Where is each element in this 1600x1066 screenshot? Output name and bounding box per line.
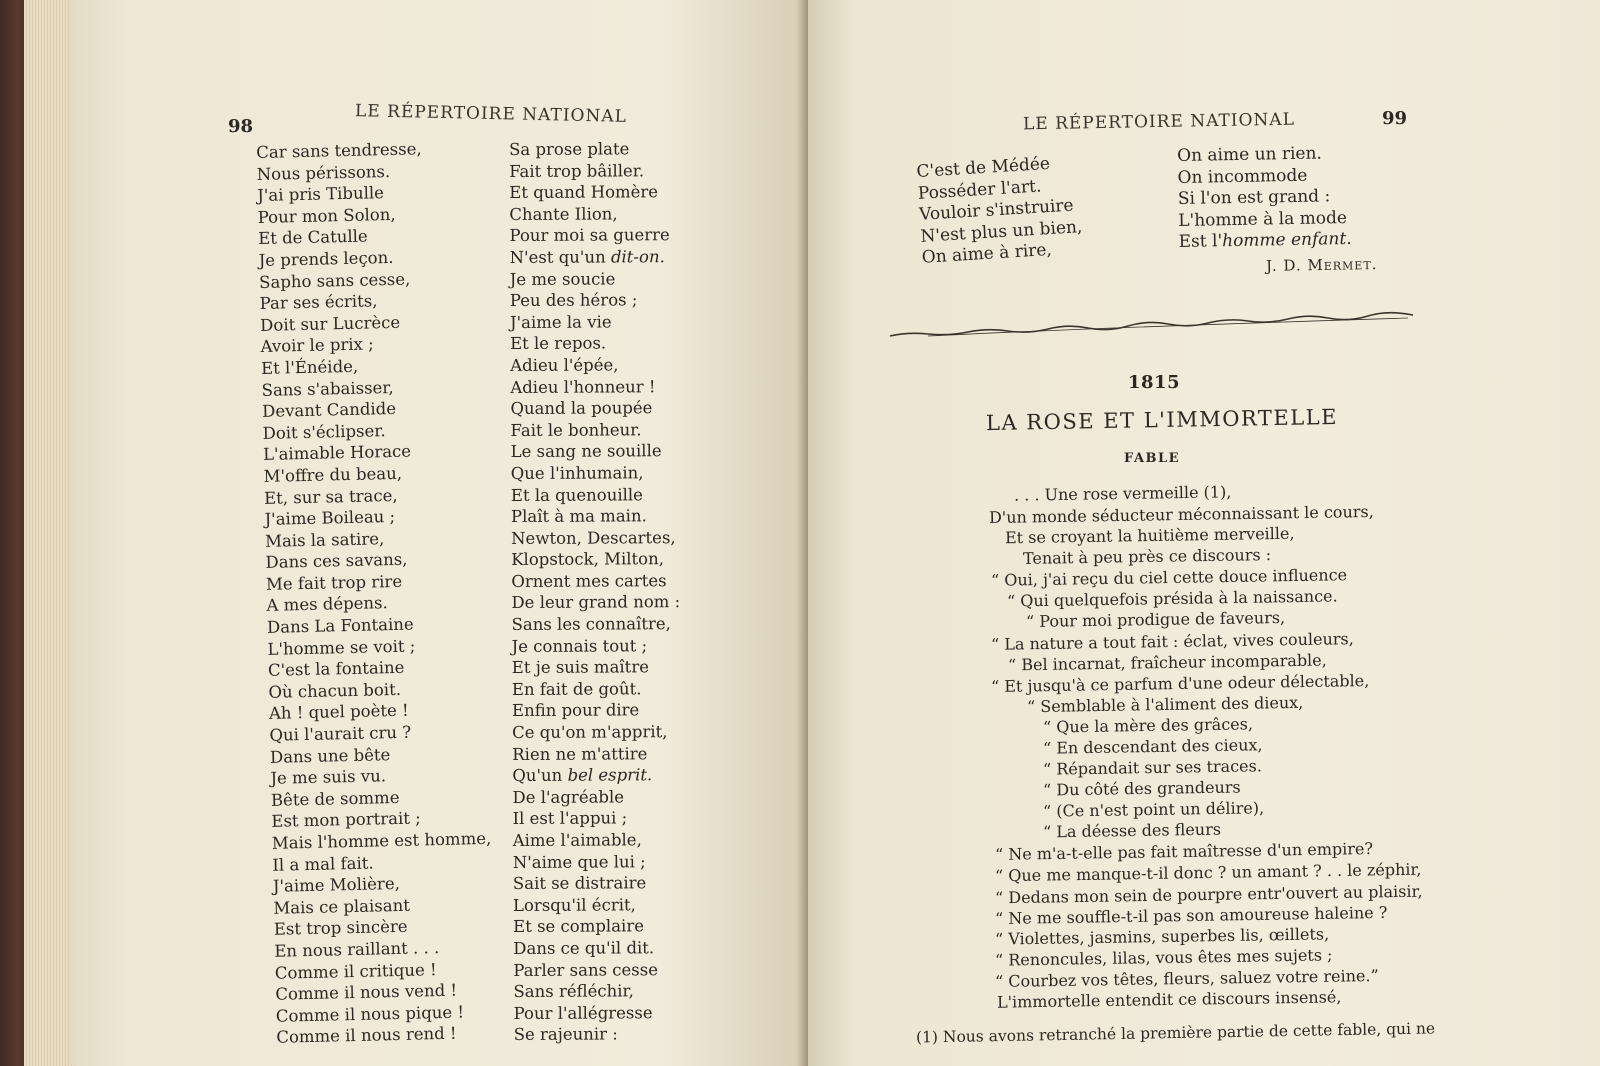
verse-text: J'aime la vie — [509, 312, 612, 332]
verse-text: Il a mal fait. — [272, 853, 374, 875]
verse-line — [1179, 229, 1352, 254]
verse-text: Peu des héros ; — [509, 290, 638, 311]
verse-text: Sait se distraire — [512, 873, 647, 894]
verse-text: Et la quenouille — [510, 484, 643, 505]
verse-text: J'aime Molière, — [272, 874, 401, 896]
verse-text: Doit s'éclipser. — [262, 420, 386, 443]
fable-line: “ La déesse des fleurs — [1042, 819, 1222, 842]
fable-line: “ Violettes, jasmins, superbes lis, œillets, — [994, 924, 1330, 949]
verse-text: C'est de Médée — [916, 153, 1051, 182]
verse-italic-text: bel esprit. — [567, 765, 653, 785]
verse-text: Newton, Descartes, — [511, 527, 676, 548]
verse-text: Pour mon Solon, — [257, 204, 396, 227]
verse-line — [1178, 208, 1351, 233]
verse-line — [510, 354, 679, 376]
verse-text: N'est plus un bien, — [919, 216, 1083, 247]
right-top-verse-column-1 — [916, 152, 1084, 270]
verse-text: Je prends leçon. — [258, 247, 394, 270]
ornamental-divider — [888, 306, 1418, 346]
verse-text: Adieu l'honneur ! — [510, 376, 656, 397]
verse-text: Comme il nous pique ! — [275, 1002, 465, 1026]
verse-text: A mes dépens. — [266, 593, 388, 616]
verse-line — [511, 484, 680, 506]
verse-line — [511, 613, 680, 635]
fable-line: “ En descendant des cieux, — [1042, 735, 1263, 758]
verse-text: Est l' — [1178, 231, 1223, 253]
verse-line — [509, 138, 678, 160]
verse-text: Vouloir s'instruire — [918, 195, 1075, 226]
verse-text: Qui l'aurait cru ? — [269, 722, 412, 745]
verse-text: Où chacun boit. — [268, 679, 402, 702]
verse-line — [513, 872, 682, 894]
fable-subtitle: FABLE — [1124, 451, 1181, 466]
verse-text: Rien ne m'attire — [512, 743, 648, 764]
verse-line — [511, 462, 680, 484]
fable-line: “ Qui quelquefois présida à la naissance. — [1006, 586, 1338, 611]
verse-text: Sans réfléchir, — [513, 981, 634, 1002]
verse-text: Lorsqu'il écrit, — [512, 895, 636, 915]
verse-line — [514, 1023, 683, 1045]
fable-title: LA ROSE ET L'IMMORTELLE — [985, 404, 1339, 436]
verse-line — [1177, 165, 1350, 190]
verse-line — [512, 656, 681, 678]
verse-line — [511, 548, 680, 570]
verse-text: Et l'Énéide, — [260, 356, 359, 378]
verse-text: Et le repos. — [510, 333, 607, 354]
verse-text: Parler sans cesse — [513, 959, 659, 980]
right-running-head: LE RÉPERTOIRE NATIONAL — [1022, 109, 1296, 135]
fable-line: “ Et jusqu'à ce parfum d'une odeur délectable, — [990, 670, 1370, 696]
verse-text: Posséder l'art. — [917, 176, 1042, 204]
verse-text: De leur grand nom : — [511, 592, 681, 613]
verse-text: Le sang ne souille — [510, 441, 662, 462]
fable-line: L'immortelle entendit ce discours insensé, — [996, 987, 1342, 1012]
fable-line: D'un monde séducteur méconnaissant le cours, — [988, 502, 1374, 528]
verse-line — [512, 743, 681, 765]
fable-line: “ Renoncules, lilas, vous êtes mes sujets ; — [994, 945, 1333, 970]
verse-text: On aime à rire, — [921, 240, 1053, 269]
verse-text: Il est l'appui ; — [512, 808, 628, 829]
footnote: (1) Nous avons retranché la première partie de cette fable, qui ne — [915, 1019, 1436, 1047]
verse-text: Sapho sans cesse, — [258, 269, 411, 292]
verse-text: Ah ! quel poète ! — [268, 701, 409, 724]
fable-line: “ Du côté des grandeurs — [1042, 777, 1241, 800]
verse-text: Est mon portrait ; — [271, 808, 421, 832]
verse-text: Car sans tendresse, — [256, 139, 422, 162]
fable-line: Tenait à peu près ce discours : — [1022, 545, 1272, 569]
verse-line — [510, 268, 679, 290]
verse-line — [510, 289, 679, 311]
verse-text: L'homme se voit ; — [267, 636, 416, 659]
verse-line — [512, 764, 681, 786]
verse-text: Je connais tout ; — [511, 635, 648, 656]
verse-text: Je me suis vu. — [270, 766, 387, 789]
verse-text: Plaît à ma main. — [510, 506, 647, 527]
verse-line — [510, 246, 679, 268]
verse-text: Fait le bonheur. — [510, 420, 642, 440]
verse-text: L'aimable Horace — [262, 441, 412, 465]
verse-text: Que l'inhumain, — [510, 463, 644, 483]
verse-line — [513, 851, 682, 873]
verse-text: N'est qu'un — [509, 247, 611, 267]
verse-text: M'offre du beau, — [263, 463, 403, 486]
fable-line: “ Semblable à l'aliment des dieux, — [1026, 692, 1304, 716]
verse-text: Pour moi sa guerre — [509, 225, 670, 246]
verse-line — [509, 181, 678, 203]
verse-line — [510, 332, 679, 354]
verse-text: Et, sur sa trace, — [263, 485, 398, 508]
fable-line: “ Répandait sur ses traces. — [1042, 756, 1262, 779]
verse-text: Est trop sincère — [273, 917, 408, 940]
fable-line: “ Ne me souffle-t-il pas son amoureuse haleine ? — [994, 902, 1388, 928]
fable-line: Et se croyant la huitième merveille, — [1004, 523, 1295, 548]
left-page-number: 98 — [228, 116, 254, 137]
verse-text: Comme il nous vend ! — [275, 980, 458, 1004]
verse-text: On incommode — [1177, 165, 1308, 188]
verse-text: Fait trop bâiller. — [509, 160, 645, 181]
fable-line: “ Ne m'a-t-elle pas fait maîtresse d'un empire? — [994, 839, 1374, 865]
verse-line — [510, 311, 679, 333]
verse-text: Avoir le prix ; — [260, 334, 374, 357]
verse-line — [512, 678, 681, 700]
verse-text: Ornent mes cartes — [511, 571, 667, 591]
verse-line — [512, 635, 681, 657]
verse-text: Nous périssons. — [256, 161, 391, 184]
fable-line: “ Que me manque-t-il donc ? un amant ? . . le zéphir, — [994, 860, 1422, 886]
verse-line — [509, 160, 678, 182]
fable-line: “ Que la mère des grâces, — [1042, 714, 1254, 737]
fable-line: “ La nature a tout fait : éclat, vives couleurs, — [990, 628, 1354, 654]
verse-text: Et quand Homère — [509, 182, 659, 203]
verse-text: L'homme à la mode — [1178, 207, 1348, 231]
verse-line — [513, 959, 682, 981]
verse-line — [511, 592, 680, 614]
verse-text: Chante Ilion, — [509, 204, 618, 224]
verse-text: Sans les connaître, — [511, 614, 671, 635]
verse-text: Qu'un — [512, 765, 568, 786]
fable-line: “ Oui, j'ai reçu du ciel cette douce influence — [990, 565, 1348, 591]
verse-line — [509, 224, 678, 246]
fable-year: 1815 — [1128, 372, 1181, 393]
verse-text: Si l'on est grand : — [1177, 186, 1331, 210]
verse-line — [510, 419, 679, 441]
verse-text: Comme il critique ! — [274, 959, 437, 983]
verse-line — [511, 570, 680, 592]
verse-text: Mais l'homme est homme, — [271, 828, 492, 853]
verse-line — [1177, 143, 1350, 168]
verse-text: En fait de goût. — [511, 679, 642, 699]
verse-text: Dans ce qu'il dit. — [513, 938, 655, 958]
verse-line — [1178, 186, 1351, 211]
verse-text: Sa prose plate — [509, 139, 630, 159]
left-verse-column-1 — [256, 137, 496, 1049]
verse-text: Ce qu'on m'apprit, — [512, 722, 668, 743]
left-running-head: LE RÉPERTOIRE NATIONAL — [354, 101, 628, 127]
verse-line — [510, 397, 679, 419]
verse-text: Mais ce plaisant — [273, 895, 411, 918]
verse-line — [513, 937, 682, 959]
verse-line — [512, 700, 681, 722]
verse-text: Klopstock, Milton, — [511, 549, 665, 570]
verse-text: J'ai pris Tibulle — [257, 183, 385, 206]
verse-text: Mais la satire, — [264, 528, 385, 551]
verse-text: Quand la poupée — [510, 398, 653, 419]
verse-text: Je me soucie — [509, 269, 616, 289]
right-page-number: 99 — [1382, 108, 1408, 129]
verse-line — [512, 786, 681, 808]
verse-text: J'aime Boileau ; — [264, 507, 396, 529]
verse-line — [511, 505, 680, 527]
verse-text: N'aime que lui ; — [512, 851, 646, 872]
verse-text: Dans La Fontaine — [266, 614, 414, 637]
verse-text: On aime un rien. — [1177, 143, 1323, 166]
verse-italic-text: homme enfant. — [1221, 229, 1352, 252]
right-top-verse-column-2 — [1177, 143, 1352, 254]
verse-text: Bête de somme — [270, 787, 400, 810]
verse-text: Adieu l'épée, — [510, 355, 619, 375]
verse-line — [511, 440, 680, 462]
verse-text: Et je suis maître — [511, 657, 650, 678]
left-page — [70, 0, 810, 1066]
verse-line — [513, 980, 682, 1002]
verse-line — [513, 829, 682, 851]
verse-text: Et se complaire — [513, 916, 645, 937]
verse-text: Sans s'abaisser, — [261, 377, 394, 400]
verse-text: Comme il nous rend ! — [276, 1024, 457, 1048]
verse-text: Aime l'aimable, — [512, 830, 642, 850]
fable-line: . . . Une rose vermeille (1), — [1013, 482, 1232, 505]
fable-line: “ Pour moi prodigue de faveurs, — [1025, 608, 1286, 632]
verse-text: Me fait trop rire — [265, 571, 403, 594]
fable-line: “ (Ce n'est point un délire), — [1042, 798, 1265, 821]
poem-signature: J. D. Mermet. — [1265, 255, 1378, 275]
verse-text: Dans ces savans, — [265, 549, 408, 573]
verse-line — [513, 894, 682, 916]
right-page — [808, 0, 1600, 1066]
verse-line — [513, 808, 682, 830]
verse-text: Et de Catulle — [257, 226, 368, 249]
verse-line — [514, 1002, 683, 1024]
verse-text: Se rajeunir : — [513, 1024, 618, 1045]
verse-text: Enfin pour dire — [511, 700, 640, 721]
fable-line: “ Bel incarnat, fraîcheur incomparable, — [1007, 650, 1327, 675]
verse-line — [511, 527, 680, 549]
verse-text: Devant Candide — [261, 399, 397, 422]
verse-text: Doit sur Lucrèce — [259, 312, 401, 335]
verse-line — [510, 376, 679, 398]
verse-text: Pour l'allégresse — [513, 1003, 653, 1023]
verse-text: C'est la fontaine — [267, 658, 405, 681]
verse-text: Dans une bête — [269, 744, 391, 767]
verse-text: Par ses écrits, — [259, 291, 378, 314]
verse-line — [276, 1022, 496, 1049]
verse-text: En nous raillant . . . — [274, 938, 440, 961]
verse-text: De l'agréable — [512, 787, 625, 807]
fable-line: “ Courbez vos têtes, fleurs, saluez votre reine.” — [994, 965, 1379, 991]
left-verse-column-2 — [509, 138, 683, 1046]
verse-line — [513, 915, 682, 937]
verse-line — [509, 203, 678, 225]
fable-line: “ Dedans mon sein de pourpre entr'ouvert au plaisir, — [994, 881, 1423, 907]
verse-italic-text: dit-on. — [610, 247, 665, 267]
verse-line — [512, 721, 681, 743]
